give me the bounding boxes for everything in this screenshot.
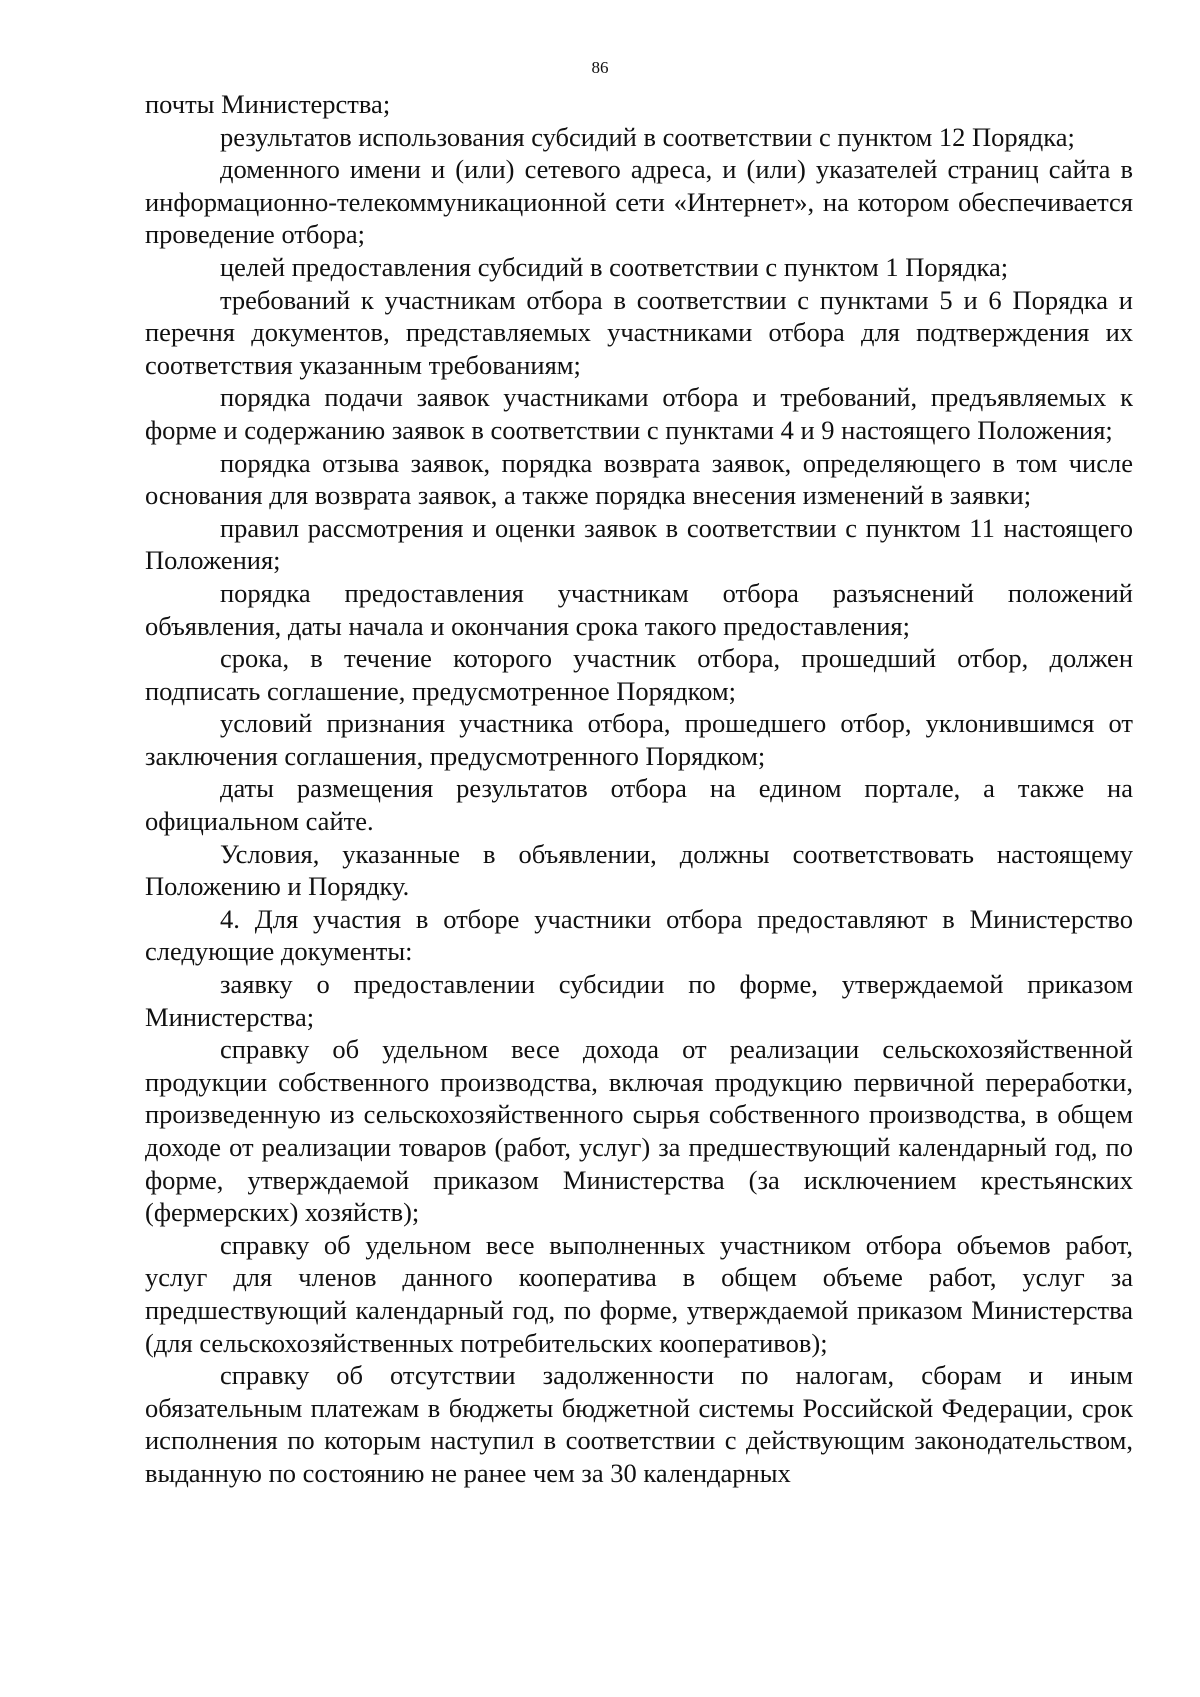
paragraph: порядка отзыва заявок, порядка возврата заявок, определяющего в том числе основания для возврата заявок, а также порядка внесения изменений в заявки; [145,447,1133,511]
document-body [145,88,1133,1490]
paragraph: доменного имени и (или) сетевого адреса, и (или) указателей страниц сайта в информационно-телекоммуникационной сети «Интернет», на котором обеспечивается проведение отбора; [145,154,1133,250]
page-number: 86 [591,58,609,77]
paragraph: справку об отсутствии задолженности по налогам, сборам и иным обязательным платежам в бюджеты бюджетной системы Российской Федерации, срок исполнения по которым наступил в соответствии с действующим законодательством, выданную по состоянию не ранее чем за 30 календарных [145,1360,1133,1488]
paragraph: целей предоставления субсидий в соответствии с пунктом 1 Порядка; [220,251,1009,282]
paragraph: заявку о предоставлении субсидии по форме, утверждаемой приказом Министерства; [145,969,1133,1032]
paragraph: срока, в течение которого участник отбора, прошедший отбор, должен подписать соглашение, предусмотренное Порядком; [145,643,1133,706]
paragraph: Условия, указанные в объявлении, должны соответствовать настоящему Положению и Порядку. [145,838,1133,902]
paragraph: результатов использования субсидий в соответствии с пунктом 12 Порядка; [220,121,1075,152]
numbered-paragraph: 4. Для участия в отборе участники отбора предоставляют в Министерство следующие документы: [145,903,1133,967]
paragraph: условий признания участника отбора, прошедшего отбор, уклонившимся от заключения соглашения, предусмотренного Порядком; [145,708,1133,771]
paragraph: почты Министерства; [145,89,391,119]
paragraph: требований к участникам отбора в соответствии с пунктами 5 и 6 Порядка и перечня документов, представляемых участниками отбора для подтверждения их соответствия указанным требованиям; [145,284,1133,380]
paragraph: даты размещения результатов отбора на едином портале, а также на официальном сайте. [145,773,1133,837]
paragraph: порядка подачи заявок участниками отбора и требований, предъявляемых к форме и содержанию заявок в соответствии с пунктами 4 и 9 настоящего Положения; [145,382,1133,445]
paragraph: правил рассмотрения и оценки заявок в соответствии с пунктом 11 настоящего Положения; [145,512,1133,576]
paragraph: справку об удельном весе дохода от реализации сельскохозяйственной продукции собственного производства, включая продукцию первичной переработки, произведенную из сельскохозяйственного сырья собственного производства, в общем доходе от реализации товаров (работ, услуг) за предшествующий календарный год, по форме, утверждаемой приказом Министерства (за исключением крестьянских (фермерских) хозяйств); [145,1034,1133,1228]
paragraph: справку об удельном весе выполненных участником отбора объемов работ, услуг для членов данного кооператива в общем объеме работ, услуг за предшествующий календарный год, по форме, утверждаемой приказом Министерства (для сельскохозяйственных потребительских кооперативов); [145,1229,1133,1358]
paragraph: порядка предоставления участникам отбора разъяснений положений объявления, даты начала и окончания срока такого предоставления; [145,577,1133,641]
